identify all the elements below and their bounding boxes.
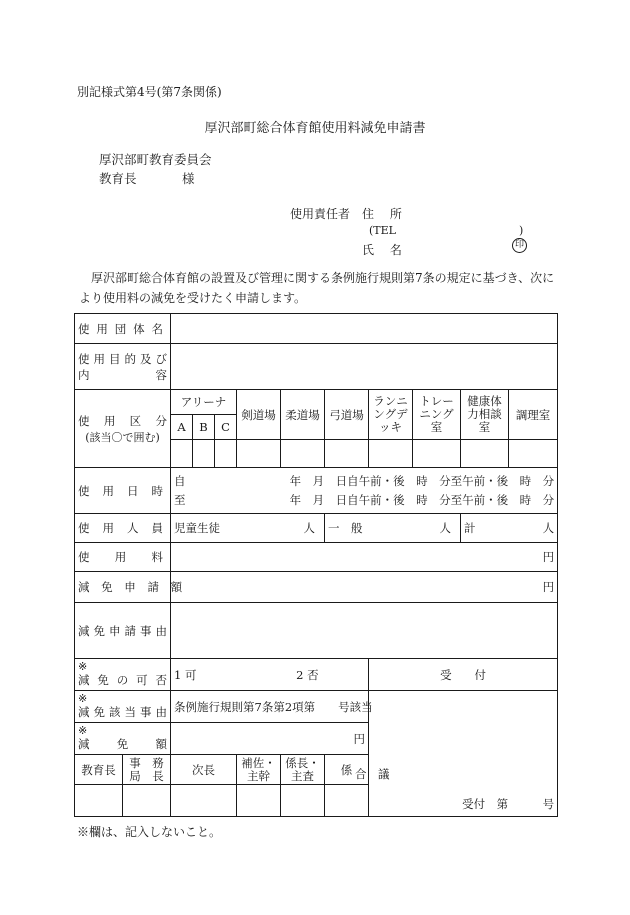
superintendent-label: 教育長 xyxy=(75,755,123,785)
approval-options xyxy=(171,659,369,691)
reduction-reason-label: 減免申請事由 xyxy=(75,603,171,659)
group-name-label: 使用団体名 xyxy=(75,314,171,344)
kyudo-header: 弓道場 xyxy=(325,390,369,440)
approval-label: ※ 減 免 の 可 否 xyxy=(75,659,171,691)
row-reduction-amount xyxy=(75,572,558,603)
arena-c-select[interactable] xyxy=(215,440,237,468)
receipt-header: 受 付 xyxy=(369,659,558,691)
reduction-amount-label: 減 免 申 請 額 xyxy=(75,572,171,603)
purpose-label: 使用目的及び 内 容 xyxy=(75,344,171,390)
group-name-field[interactable] xyxy=(171,314,558,344)
amount-label: ※ 減 免 額 xyxy=(75,723,171,755)
assistant-label: 補佐・主幹 xyxy=(237,755,281,785)
running-deck-select[interactable] xyxy=(369,440,413,468)
chief-stamp[interactable] xyxy=(281,785,325,817)
receipt-number: 受付 第 号 xyxy=(462,797,555,811)
health-room-select[interactable] xyxy=(461,440,509,468)
arena-b-select[interactable] xyxy=(193,440,215,468)
form-number: 別記様式第4号(第7条関係) xyxy=(77,85,222,99)
arena-c-header: C xyxy=(215,415,237,440)
row-purpose xyxy=(75,344,558,390)
kendo-select[interactable] xyxy=(237,440,281,468)
judo-select[interactable] xyxy=(281,440,325,468)
footnote: ※欄は、記入しないこと。 xyxy=(77,825,222,839)
deputy-label: 次長 xyxy=(171,755,237,785)
arena-header: アリーナ xyxy=(171,390,237,415)
application-form-table xyxy=(74,313,558,817)
amount-field[interactable]: 円 xyxy=(171,723,369,755)
staff-stamp[interactable] xyxy=(325,785,369,817)
arena-a-header: A xyxy=(171,415,193,440)
kyudo-select[interactable] xyxy=(325,440,369,468)
fee-field[interactable]: 円 xyxy=(171,543,558,572)
consultation-label: 合 議 xyxy=(355,767,390,781)
chief-label: 係長・主査 xyxy=(281,755,325,785)
staff-label: 係 xyxy=(325,755,369,785)
row-fee xyxy=(75,543,558,572)
cooking-room-header: 調理室 xyxy=(509,390,558,440)
application-statement: 厚沢部町総合体育館の設置及び管理に関する条例施行規則第7条の規定に基づき、次により使用料の減免を受けたく申請します。 xyxy=(79,271,555,305)
reduction-amount-field[interactable]: 円 xyxy=(171,572,558,603)
basis-label: ※ 減免該当事由 xyxy=(75,691,171,723)
office-use-mark: ※ xyxy=(78,692,88,705)
applicant-tel-label: (TEL xyxy=(369,224,396,237)
deny-option[interactable]: 2 否 xyxy=(296,667,319,682)
datetime-label: 使 用 日 時 xyxy=(75,468,171,514)
purpose-field[interactable] xyxy=(171,344,558,390)
cooking-room-select[interactable] xyxy=(509,440,558,468)
approve-option[interactable]: 1 可 xyxy=(174,667,197,682)
division-label: 使 用 区 分 (該当〇で囲む) xyxy=(75,390,171,468)
people-label: 使 用 人 員 xyxy=(75,514,171,543)
kendo-header: 剣道場 xyxy=(237,390,281,440)
secretary-general-label: 事 務局 長 xyxy=(123,755,171,785)
row-approval xyxy=(75,659,558,691)
addressee-superintendent: 教育長 xyxy=(99,171,137,186)
applicant-name-label: 氏 名 xyxy=(362,243,408,257)
total-count-field[interactable]: 計 人 xyxy=(461,514,558,543)
datetime-field[interactable]: 自 年 月 日自午前・後 時 分至午前・後 時 分 至 年 月 日自午前・後 時 分至午前・後 時 分 xyxy=(171,468,558,514)
row-basis xyxy=(75,691,558,723)
deputy-stamp[interactable] xyxy=(171,785,237,817)
applicant-label: 使用責任者 xyxy=(290,207,351,221)
office-use-mark: ※ xyxy=(78,660,88,673)
reduction-reason-field[interactable] xyxy=(171,603,558,659)
health-room-header: 健康体力相談室 xyxy=(461,390,509,440)
receipt-stamp-area xyxy=(369,691,558,817)
students-count-field[interactable]: 児童生徒 人 xyxy=(171,514,325,543)
document-title: 厚沢部町総合体育館使用料減免申請書 xyxy=(204,121,426,136)
applicant-address-label: 住 所 xyxy=(362,207,408,221)
office-use-mark: ※ xyxy=(78,724,88,737)
seal-mark-icon: 印 xyxy=(512,238,527,253)
fee-label: 使 用 料 xyxy=(75,543,171,572)
row-people xyxy=(75,514,558,543)
addressee-board: 厚沢部町教育委員会 xyxy=(99,152,212,167)
row-division-top xyxy=(75,390,558,415)
row-reduction-reason xyxy=(75,603,558,659)
assistant-stamp[interactable] xyxy=(237,785,281,817)
superintendent-stamp[interactable] xyxy=(75,785,123,817)
running-deck-header: ランニングデッキ xyxy=(369,390,413,440)
secretary-general-stamp[interactable] xyxy=(123,785,171,817)
applicant-tel-close: ) xyxy=(519,224,524,237)
general-count-field[interactable]: 一 般 人 xyxy=(325,514,461,543)
arena-a-select[interactable] xyxy=(171,440,193,468)
basis-field[interactable]: 条例施行規則第7条第2項第 号該当 xyxy=(171,691,369,723)
judo-header: 柔道場 xyxy=(281,390,325,440)
training-room-header: トレーニング室 xyxy=(413,390,461,440)
row-datetime xyxy=(75,468,558,514)
row-group-name xyxy=(75,314,558,344)
training-room-select[interactable] xyxy=(413,440,461,468)
addressee-honorific: 様 xyxy=(182,171,195,186)
arena-b-header: B xyxy=(193,415,215,440)
